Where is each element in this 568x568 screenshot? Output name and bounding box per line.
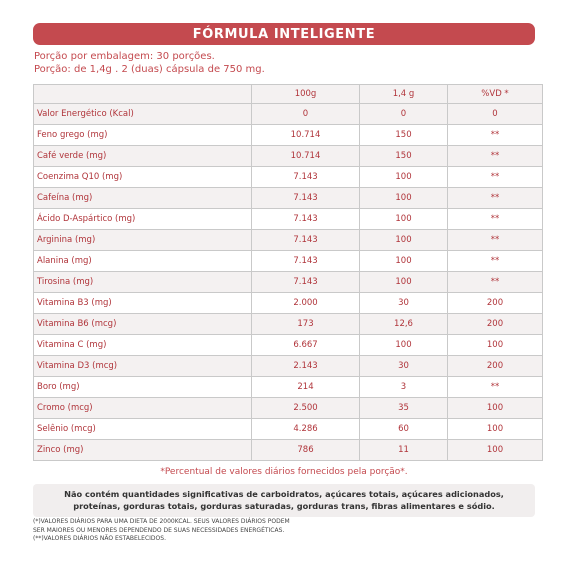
nutrient-name: Vitamina C (mg) (34, 335, 252, 356)
value-per-100g: 7.143 (252, 167, 360, 188)
nutrient-name: Feno grego (mg) (34, 125, 252, 146)
daily-value-percent: ** (448, 209, 543, 230)
title-bar (33, 23, 535, 45)
value-per-portion: 11 (360, 440, 448, 461)
portion-line-1: Porção por embalagem: 30 porções. (34, 51, 215, 62)
value-per-100g: 6.667 (252, 335, 360, 356)
daily-value-percent: ** (448, 146, 543, 167)
table-row (34, 356, 543, 377)
nutrient-name: Vitamina B6 (mcg) (34, 314, 252, 335)
table-row (34, 314, 543, 335)
value-per-100g: 7.143 (252, 230, 360, 251)
table-row (34, 377, 543, 398)
table-row (34, 251, 543, 272)
nutrient-name: Vitamina B3 (mg) (34, 293, 252, 314)
daily-value-percent: ** (448, 125, 543, 146)
table-row (34, 188, 543, 209)
value-per-portion: 60 (360, 419, 448, 440)
value-per-portion: 30 (360, 293, 448, 314)
value-per-100g: 786 (252, 440, 360, 461)
value-per-portion: 150 (360, 125, 448, 146)
value-per-portion: 0 (360, 104, 448, 125)
nutrient-name: Cromo (mcg) (34, 398, 252, 419)
legal-notes (33, 518, 433, 544)
table-row (34, 230, 543, 251)
column-header-vd: %VD * (448, 85, 543, 104)
daily-value-percent: 200 (448, 356, 543, 377)
table-row (34, 398, 543, 419)
nutrition-table (33, 84, 543, 461)
daily-value-percent: 100 (448, 398, 543, 419)
table-row (34, 272, 543, 293)
value-per-100g: 7.143 (252, 188, 360, 209)
value-per-portion: 100 (360, 251, 448, 272)
nutrient-name: Coenzima Q10 (mg) (34, 167, 252, 188)
value-per-100g: 0 (252, 104, 360, 125)
value-per-100g: 2.143 (252, 356, 360, 377)
daily-value-percent: 100 (448, 440, 543, 461)
value-per-portion: 100 (360, 335, 448, 356)
nutrition-label (33, 23, 535, 517)
daily-value-percent: ** (448, 272, 543, 293)
value-per-100g: 2.000 (252, 293, 360, 314)
nutrient-name: Arginina (mg) (34, 230, 252, 251)
nutrient-name: Alanina (mg) (34, 251, 252, 272)
table-row (34, 335, 543, 356)
daily-value-percent: ** (448, 230, 543, 251)
column-header-100g: 100g (252, 85, 360, 104)
portion-info (33, 45, 535, 76)
column-header-label (34, 85, 252, 104)
page-title: FÓRMULA INTELIGENTE (192, 26, 376, 42)
value-per-portion: 30 (360, 356, 448, 377)
nutrient-name: Café verde (mg) (34, 146, 252, 167)
nutrient-name: Boro (mg) (34, 377, 252, 398)
value-per-100g: 7.143 (252, 251, 360, 272)
nutrient-name: Valor Energético (Kcal) (34, 104, 252, 125)
table-row (34, 167, 543, 188)
value-per-portion: 100 (360, 230, 448, 251)
value-per-portion: 150 (360, 146, 448, 167)
legal-line-2: SER MAIORES OU MENORES DEPENDENDO DE SUAS NECESSIDADES ENERGÉTICAS. (33, 526, 285, 534)
nutrient-name: Tirosina (mg) (34, 272, 252, 293)
value-per-portion: 35 (360, 398, 448, 419)
nutrient-name: Vitamina D3 (mcg) (34, 356, 252, 377)
nutrient-name: Cafeína (mg) (34, 188, 252, 209)
legal-line-1: (*)VALORES DIÁRIOS PARA UMA DIETA DE 2000KCAL. SEUS VALORES DIÁRIOS PODEM (33, 518, 290, 525)
nutrient-name: Selênio (mcg) (34, 419, 252, 440)
table-row (34, 293, 543, 314)
daily-value-percent: ** (448, 251, 543, 272)
value-per-portion: 100 (360, 272, 448, 293)
value-per-portion: 100 (360, 167, 448, 188)
table-row (34, 419, 543, 440)
daily-value-footnote: *Percentual de valores diários fornecidos pela porção*. (160, 467, 408, 477)
value-per-100g: 4.286 (252, 419, 360, 440)
value-per-100g: 10.714 (252, 146, 360, 167)
column-header-portion: 1,4 g (360, 85, 448, 104)
nutrient-name: Zinco (mg) (34, 440, 252, 461)
daily-value-percent: ** (448, 188, 543, 209)
table-row (34, 146, 543, 167)
legal-line-3: (**)VALORES DIÁRIOS NÃO ESTABELECIDOS. (33, 535, 166, 542)
nutrient-name: Ácido D-Aspártico (mg) (34, 209, 252, 230)
table-row (34, 104, 543, 125)
daily-value-percent: 100 (448, 419, 543, 440)
value-per-100g: 173 (252, 314, 360, 335)
daily-value-percent: 100 (448, 335, 543, 356)
not-significant-notice: Não contém quantidades significativas de carboidratos, açúcares totais, açúcares adicionados, proteínas, gorduras totais, gorduras saturadas, gorduras trans, fibras alimentares e sódio. (33, 484, 535, 517)
portion-line-2: Porção: de 1,4g . 2 (duas) cápsula de 750 mg. (34, 63, 265, 75)
value-per-portion: 100 (360, 209, 448, 230)
daily-value-percent: 200 (448, 293, 543, 314)
daily-value-percent: 200 (448, 314, 543, 335)
table-row (34, 209, 543, 230)
daily-value-percent: ** (448, 377, 543, 398)
value-per-portion: 3 (360, 377, 448, 398)
daily-value-percent: ** (448, 167, 543, 188)
value-per-100g: 7.143 (252, 272, 360, 293)
daily-value-percent: 0 (448, 104, 543, 125)
value-per-portion: 12,6 (360, 314, 448, 335)
table-header-row (34, 85, 543, 104)
value-per-100g: 2.500 (252, 398, 360, 419)
value-per-portion: 100 (360, 188, 448, 209)
table-row (34, 440, 543, 461)
value-per-100g: 7.143 (252, 209, 360, 230)
value-per-100g: 214 (252, 377, 360, 398)
table-row (34, 125, 543, 146)
value-per-100g: 10.714 (252, 125, 360, 146)
